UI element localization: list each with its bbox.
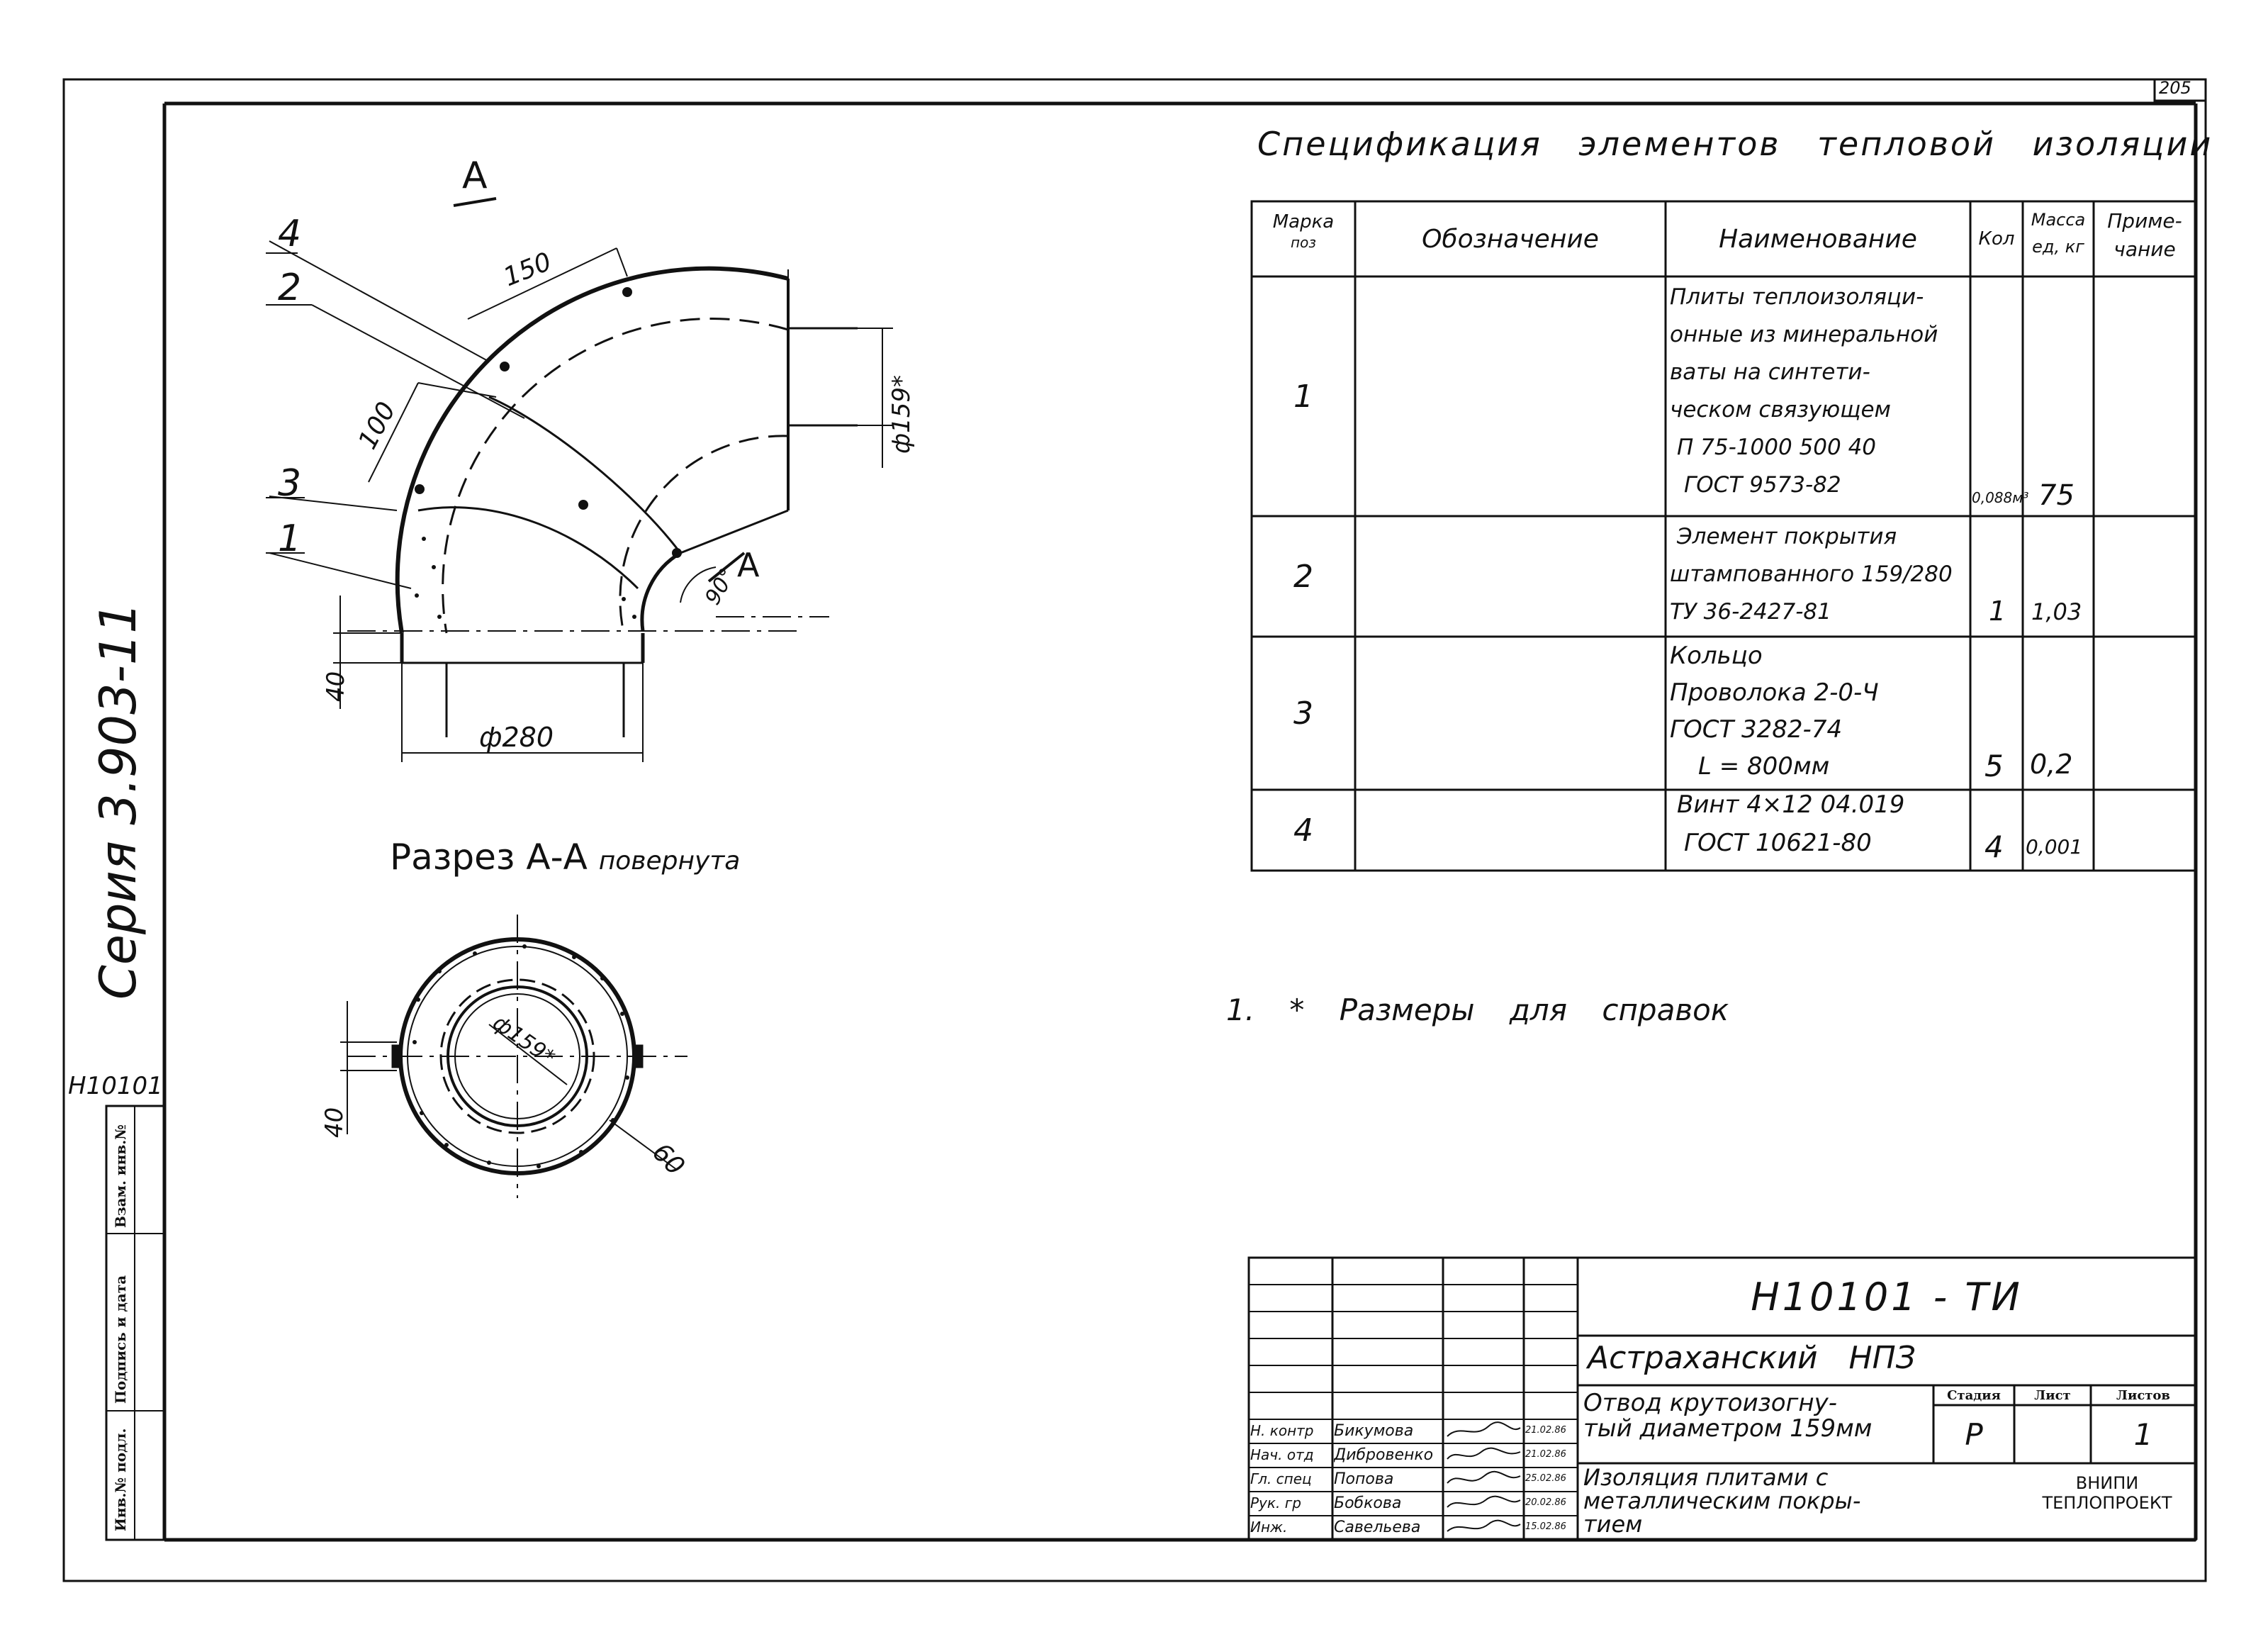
dim-159: ф159* [887,375,916,454]
title-org-l2: ТЕПЛОПРОЕКТ [2042,1493,2172,1513]
person-5-role: Инж. [1250,1519,1288,1536]
side-doc-code: H10101 [68,1072,163,1100]
spec-row-2-name-l2: штампованного 159/280 [1670,561,1953,587]
dim-40: 40 [322,671,350,702]
person-2-date: 21.02.86 [1525,1449,1566,1460]
dim-angle: 90° [700,564,741,610]
person-3-role: Гл. спец [1250,1470,1312,1487]
spec-header-name: Наименование [1719,224,1917,254]
title-sheet [2014,1405,2091,1463]
callout-4: 4 [278,213,302,255]
spec-header-qty: Кол [1978,228,2015,250]
section-title-suffix: повернута [598,846,741,876]
spec-row-1-mark: 1 [1293,378,1313,415]
title-sheets-label: Листов [2116,1387,2170,1403]
title-subtitle-l1: Изоляция плитами с [1583,1464,1829,1491]
spec-header-mark-l1: Марка [1272,211,1335,233]
dim-280: ф280 [479,722,554,753]
spec-header-note-l2: чание [2113,237,2176,261]
person-4-date: 20.02.86 [1525,1497,1566,1508]
person-5-date: 15.02.86 [1525,1521,1566,1532]
spec-row-3-qty: 5 [1984,749,2004,783]
spec-title: Спецификация элементов тепловой изоляции [1257,125,2213,163]
title-subtitle-l2: металлическим покры- [1583,1487,1861,1514]
spec-header-designation: Обозначение [1422,224,1599,254]
callout-2: 2 [278,267,302,309]
spec-header-mass-l1: Масса [2031,210,2086,230]
title-name-l2: тый диаметром 159мм [1583,1414,1873,1443]
spec-row-2-mark: 2 [1293,558,1313,595]
spec-row-4-name-l1: Винт 4×12 04.019 [1677,790,1905,819]
spec-row-1-name-l2: онные из минеральной [1670,322,1938,347]
spec-row-4-qty: 4 [1984,829,2004,864]
spec-row-2-mass: 1,03 [2031,598,2082,625]
section-dim-60: 60 [646,1137,690,1182]
person-2-role: Нач. отд [1250,1446,1314,1463]
spec-row-4-mark: 4 [1293,812,1313,849]
page-number: 205 [2159,78,2191,98]
spec-header-note-l1: Приме- [2107,209,2182,233]
person-1-role: Н. контр [1250,1422,1314,1439]
spec-row-4-mass: 0,001 [2026,835,2083,859]
section-dim-159: ф159* [488,1010,560,1071]
title-org-l1: ВНИПИ [2075,1473,2139,1493]
person-3-date: 25.02.86 [1525,1473,1566,1484]
person-2-name: Дибровенко [1334,1446,1434,1464]
spec-row-1-mass: 75 [2038,479,2075,512]
title-stage: Р [1965,1416,1983,1452]
section-mark-bottom: А [737,546,760,584]
title-subtitle [1583,1466,1860,1536]
note-text: 1. * Размеры для справок [1226,993,1729,1027]
person-3-name: Попова [1334,1470,1394,1488]
side-stamp-inv: Инв.№ подл. [112,1428,129,1531]
title-sheet-label: Лист [2034,1387,2071,1403]
person-1-name: Бикумова [1334,1422,1414,1440]
title-sheets: 1 [2133,1416,2153,1452]
spec-row-3-name-l2: Проволока 2-0-Ч [1670,678,1879,707]
spec-row-1-name-l5: П 75-1000 500 40 [1677,435,1877,460]
spec-header-mark-l2: поз [1291,234,1316,251]
spec-row-1-qty: 0,088м³ [1972,489,2029,506]
series-label: Серия 3.903-11 [89,602,147,1000]
spec-row-1-name-l1: Плиты теплоизоляци- [1670,284,1924,310]
spec-row-1-name-l6: ГОСТ 9573-82 [1684,472,1841,498]
section-dim-40: 40 [320,1107,349,1138]
spec-header-mass-l2: ед, кг [2032,237,2084,257]
spec-row-2-qty: 1 [1989,596,2006,627]
callout-1: 1 [278,518,302,560]
spec-row-1-name-l3: ваты на синтети- [1670,359,1870,385]
person-5-name: Савельева [1334,1519,1421,1536]
spec-row-3-mass: 0,2 [2030,749,2073,780]
title-org [1933,1475,2196,1514]
spec-row-2-name-l1: Элемент покрытия [1677,524,1897,549]
title-stage-label: Стадия [1947,1387,2001,1403]
section-title-text: Разрез А-А [390,837,588,878]
section-mark-top: А [462,155,488,197]
person-4-role: Рук. гр [1250,1494,1301,1511]
title-subtitle-l3: тием [1583,1511,1643,1538]
spec-row-2-name-l3: ТУ 36-2427-81 [1670,599,1831,625]
person-1-date: 21.02.86 [1525,1425,1566,1436]
spec-row-3-mark: 3 [1293,695,1313,732]
spec-row-3-name-l3: ГОСТ 3282-74 [1670,715,1843,744]
side-stamp-signature: Подпись и дата [112,1275,129,1404]
title-name-l1: Отвод крутоизогну- [1583,1389,1838,1417]
spec-row-4-name-l2: ГОСТ 10621-80 [1684,829,1872,857]
callout-3: 3 [278,462,302,505]
spec-row-3-name-l1: Кольцо [1670,642,1763,670]
person-4-name: Бобкова [1334,1494,1402,1512]
title-doc-code: H10101 - ТИ [1751,1274,2023,1319]
dim-100: 100 [353,397,402,454]
spec-row-1-name-l4: ческом связующем [1670,397,1891,423]
dim-150: 150 [499,247,556,293]
side-stamp-replace: Взам. инв.№ [112,1124,129,1228]
title-project: Астраханский НПЗ [1588,1340,1916,1376]
spec-row-3-name-l4: L = 800мм [1698,752,1830,781]
title-name [1583,1391,1872,1442]
